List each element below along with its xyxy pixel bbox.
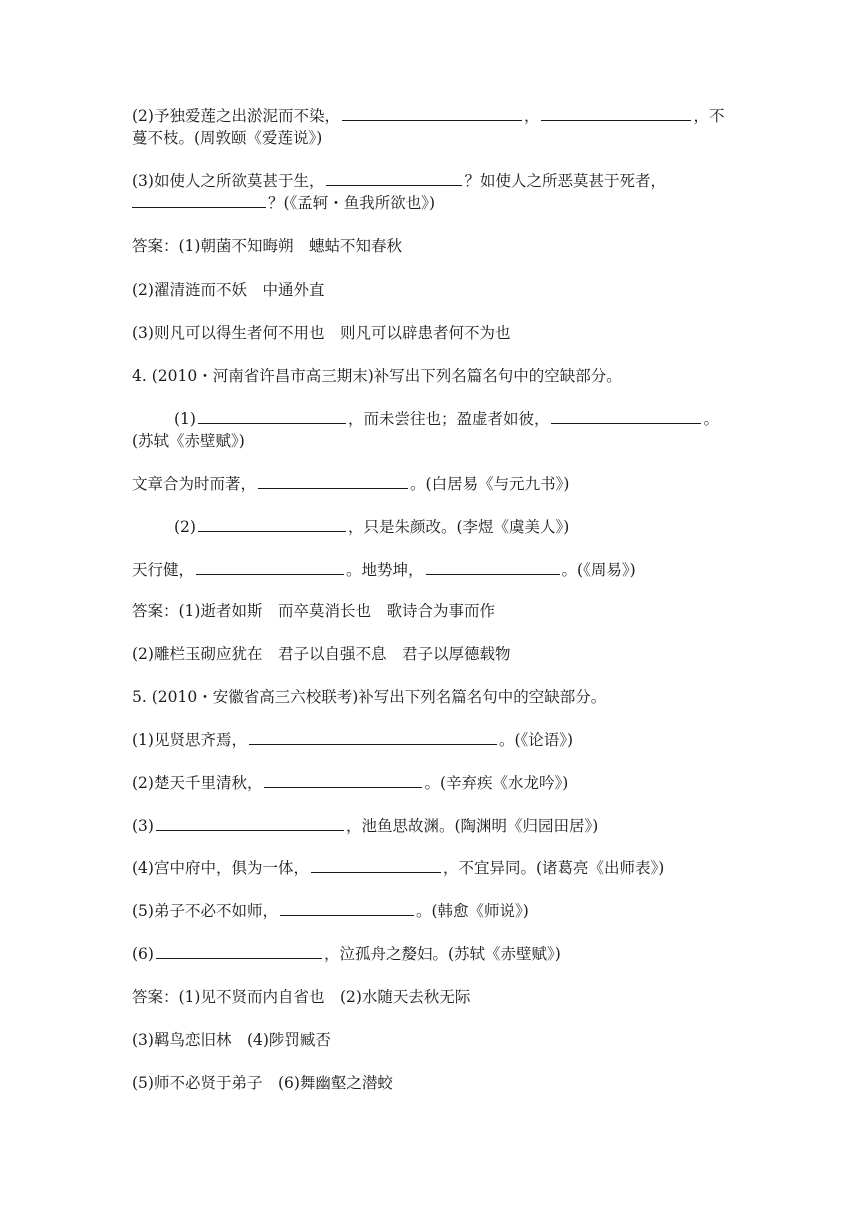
- text: 。(韩愈《师说》): [415, 902, 529, 920]
- q4-item-1-line1: [174, 408, 719, 430]
- answer-3-line2: (2)濯清涟而不妖 中通外直: [132, 281, 325, 299]
- q3-item-3-line2: [132, 192, 435, 214]
- text: (2): [174, 518, 196, 536]
- q3-item-2-line2: 蔓不枝。(周敦颐《爱莲说》): [132, 129, 323, 147]
- answer-blank: [541, 105, 691, 121]
- answer-blank: [132, 192, 266, 208]
- answer-blank: [156, 815, 344, 831]
- answer-3-line1: 答案：(1)朝菌不知晦朔 蟪蛄不知春秋: [132, 237, 402, 255]
- question-5-heading: 5. (2010・安徽省高三六校联考)补写出下列名篇名句中的空缺部分。: [132, 688, 607, 706]
- text: (4)宫中府中，俱为一体，: [132, 859, 309, 877]
- text: ，而未尝往也；盈虚者如彼，: [347, 410, 550, 428]
- text: ？(《孟轲・鱼我所欲也》): [268, 194, 436, 212]
- text: 。(《论语》): [498, 731, 574, 749]
- text: (3): [132, 817, 154, 835]
- text: ，不宜异同。(诸葛亮《出师表》): [442, 859, 665, 877]
- q4-item-2-line2: [132, 559, 636, 581]
- q5-item-4: [132, 857, 664, 879]
- answer-5-line1: 答案：(1)见不贤而内自省也 (2)水随天去秋无际: [132, 988, 471, 1006]
- text: 。地势坤，: [346, 561, 424, 579]
- answer-5-line3: (5)师不必贤于弟子 (6)舞幽壑之潜蛟: [132, 1074, 393, 1092]
- text: (2)予独爱莲之出淤泥而不染，: [132, 107, 340, 125]
- question-4-heading: 4. (2010・河南省许昌市高三期末)补写出下列名篇名句中的空缺部分。: [132, 367, 622, 385]
- answer-4-line2: (2)雕栏玉砌应犹在 君子以自强不息 君子以厚德载物: [132, 645, 511, 663]
- text: (5)弟子不必不如师，: [132, 902, 278, 920]
- answer-blank: [326, 170, 462, 186]
- q5-item-2: [132, 772, 568, 794]
- q4-item-2-line1: [174, 516, 569, 538]
- answer-4-line1: 答案：(1)逝者如斯 而卒莫消长也 歌诗合为事而作: [132, 602, 495, 620]
- q5-item-1: [132, 729, 573, 751]
- text: ，不: [693, 107, 725, 125]
- answer-blank: [342, 105, 522, 121]
- answer-blank: [551, 408, 701, 424]
- text: ，只是朱颜改。(李煜《虞美人》): [347, 518, 570, 536]
- answer-blank: [258, 473, 408, 489]
- q4-item-1-line3: [132, 473, 569, 495]
- text: 。(辛弃疾《水龙吟》): [424, 774, 569, 792]
- answer-blank: [280, 900, 414, 916]
- q4-item-1-line2: (苏轼《赤壁赋》): [132, 432, 245, 450]
- answer-blank: [198, 408, 346, 424]
- text: 文章合为时而著，: [132, 475, 257, 493]
- q5-item-5: [132, 900, 529, 922]
- text: 。(白居易《与元九书》): [410, 475, 570, 493]
- answer-blank: [311, 857, 441, 873]
- text: ，池鱼思故渊。(陶渊明《归园田居》): [345, 817, 599, 835]
- text: (1): [174, 410, 196, 428]
- text: 。: [703, 410, 719, 428]
- answer-blank: [264, 772, 422, 788]
- text: ，泣孤舟之嫠妇。(苏轼《赤壁赋》): [323, 945, 561, 963]
- text: (3)如使人之所欲莫甚于生，: [132, 172, 325, 190]
- text: ？如使人之所恶莫甚于死者，: [464, 172, 666, 190]
- text: 。(《周易》): [561, 561, 636, 579]
- answer-blank: [426, 559, 560, 575]
- text: (1)见贤思齐焉，: [132, 731, 247, 749]
- text: (2)楚天千里清秋，: [132, 774, 263, 792]
- answer-blank: [196, 559, 344, 575]
- q3-item-2-line1: [132, 105, 725, 127]
- text: (6): [132, 945, 154, 963]
- q3-item-3-line1: [132, 170, 666, 192]
- q5-item-6: [132, 943, 561, 965]
- answer-blank: [156, 943, 322, 959]
- answer-3-line3: (3)则凡可以得生者何不用也 则凡可以辟患者何不为也: [132, 324, 511, 342]
- answer-blank: [198, 516, 346, 532]
- text: 天行健，: [132, 561, 195, 579]
- text: ，: [523, 107, 540, 125]
- q5-item-3: [132, 815, 598, 837]
- answer-5-line2: (3)羁鸟恋旧林 (4)陟罚臧否: [132, 1031, 331, 1049]
- answer-blank: [249, 729, 497, 745]
